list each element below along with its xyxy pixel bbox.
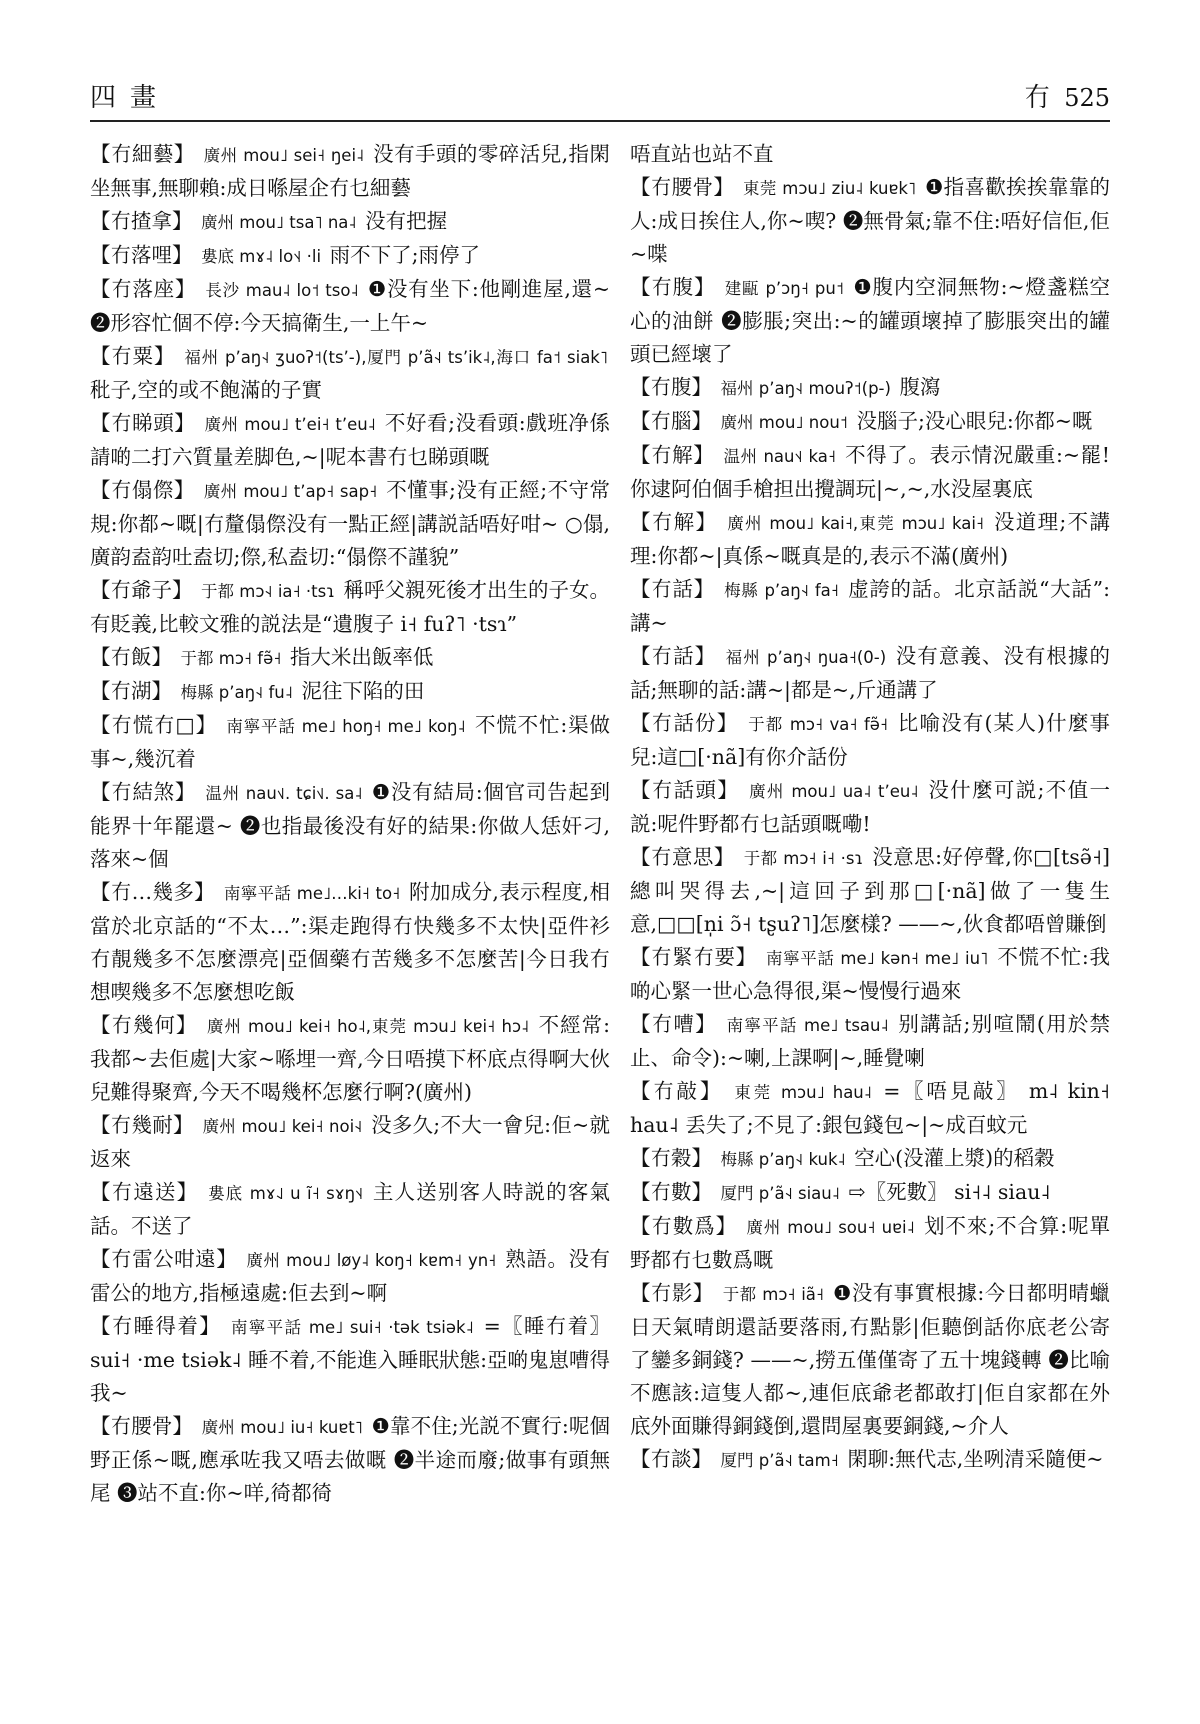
entry-gloss: 不慌不忙:渠做事~,幾沉着 bbox=[90, 713, 610, 771]
entry-headword: 【冇…幾多】 bbox=[90, 880, 216, 904]
entry-headword: 【冇穀】 bbox=[630, 1146, 712, 1170]
entry-gloss: 没腦子;没心眼兒:你都~嘅 bbox=[856, 409, 1093, 433]
entry-gloss: 没有手頭的零碎活兒,指閑坐無事,無聊賴:成日喺屋企冇乜細藝 bbox=[90, 142, 610, 200]
entry-gloss: =〖唔見敲〗 m˨ kin˧ hau˨ 丢失了;不見了:銀包錢包~|~成百蚊元 bbox=[630, 1079, 1110, 1137]
entry-pronunciation: 梅縣 pʼaŋ˧˨ kuk˨ bbox=[720, 1150, 846, 1169]
entry-gloss: ⇨〖死數〗 si˧˨ siau˨ bbox=[848, 1180, 1051, 1204]
dictionary-entry bbox=[630, 405, 1110, 439]
entry-headword: 【冇幾何】 bbox=[90, 1013, 198, 1037]
entry-gloss: 没什麼可説;不值一説:呢件野都冇乜話頭嘅嘞! bbox=[630, 778, 1110, 836]
dictionary-entry bbox=[90, 239, 610, 273]
entry-gloss: 虚誇的話。北京話説“大話”:講~ bbox=[630, 577, 1110, 635]
dictionary-entry bbox=[90, 876, 610, 1009]
entry-gloss: 雨不下了;雨停了 bbox=[329, 243, 480, 267]
dictionary-entry bbox=[90, 709, 610, 776]
entry-pronunciation: 長沙 mau˨ lo˦ tso˨ bbox=[205, 281, 359, 300]
entry-gloss: 不得了。表示情況嚴重:~罷!你逮阿伯個手槍担出攪調玩|~,~,水没屋裏底 bbox=[630, 443, 1110, 501]
head-char: 冇 bbox=[1024, 83, 1051, 113]
entry-headword: 【冇話頭】 bbox=[630, 778, 740, 802]
entry-gloss: 稱呼父親死後才出生的子女。有貶義,比較文雅的説法是“遺腹子 i˧ fuʔ˥ ·tsɿ” bbox=[90, 578, 610, 636]
entry-gloss: 熟語。没有雷公的地方,指極遠處:佢去到~啊 bbox=[90, 1247, 610, 1305]
entry-headword: 【冇數爲】 bbox=[630, 1214, 737, 1238]
entry-headword: 【冇腰骨】 bbox=[90, 1414, 194, 1438]
entry-headword: 【冇慌冇□】 bbox=[90, 713, 217, 737]
dictionary-entry bbox=[90, 138, 610, 205]
dictionary-entry bbox=[90, 1310, 610, 1410]
dictionary-entry bbox=[90, 340, 610, 407]
dictionary-entry bbox=[630, 1277, 1110, 1443]
entry-headword: 【冇雷公咁遠】 bbox=[90, 1247, 238, 1271]
entry-pronunciation: 于都 mɔ˧ i˧ ·sɿ bbox=[743, 849, 864, 868]
entry-gloss: 閑聊:無代志,坐咧清采隨便~ bbox=[847, 1447, 1104, 1471]
entry-gloss: 腹瀉 bbox=[899, 375, 941, 399]
entry-headword: 【冇落哩】 bbox=[90, 243, 193, 267]
entry-pronunciation: 廣州 mou˩ kei˧ noi˧˨ bbox=[202, 1117, 363, 1136]
dictionary-entry bbox=[630, 1210, 1110, 1277]
entry-pronunciation: 梅縣 pʼaŋ˧˨ fu˨ bbox=[180, 683, 293, 702]
entry-pronunciation: 東莞 mɔu˩ ziu˨ kuɐk˥ bbox=[743, 179, 917, 198]
dictionary-entry bbox=[90, 641, 610, 675]
entry-gloss: 空心(没灌上漿)的稻穀 bbox=[854, 1146, 1055, 1170]
entry-pronunciation: 于都 mɔ˧˨ ia˧ ·tsɿ bbox=[201, 582, 335, 601]
entry-gloss: ❶靠不住;光説不實行:呢個野正係~嘅,應承咗我又唔去做嘅 ❷半途而廢;做事有頭無尾 ❸站不直:你~咩,徛都徛 bbox=[90, 1414, 610, 1505]
entry-pronunciation: 婁底 mɤ˨ lo˦˨ ·li bbox=[201, 247, 322, 266]
entry-pronunciation: 于都 mɔ˧ iã˧ bbox=[722, 1285, 825, 1304]
dictionary-entry bbox=[90, 776, 610, 876]
dictionary-entry bbox=[90, 1176, 610, 1243]
entry-headword: 【冇揸拿】 bbox=[90, 209, 193, 233]
entry-pronunciation: 于都 mɔ˧ va˧ fə̃˧ bbox=[748, 715, 889, 734]
entry-headword: 【冇影】 bbox=[630, 1281, 714, 1305]
entry-headword: 【冇結煞】 bbox=[90, 780, 197, 804]
entry-pronunciation: 厦門 pʼã˧˨ siau˨ bbox=[720, 1184, 840, 1203]
entry-gloss: 没道理;不講理:你都~|真係~嘅真是的,表示不滿(廣州) bbox=[630, 510, 1110, 568]
entry-headword: 【冇腹】 bbox=[630, 375, 712, 399]
entry-gloss: 秕子,空的或不飽滿的子實 bbox=[90, 378, 323, 402]
entry-headword: 【冇腦】 bbox=[630, 409, 712, 433]
entry-headword: 【冇嘈】 bbox=[630, 1012, 717, 1036]
dictionary-entry bbox=[90, 205, 610, 239]
entry-gloss: 不好看;没看頭:戲班净係請啲二打六質量差脚色,~|呢本書冇乜睇頭嘅 bbox=[90, 411, 610, 469]
left-column bbox=[90, 138, 610, 1698]
entry-headword: 【冇談】 bbox=[630, 1447, 712, 1471]
dictionary-entry bbox=[630, 1176, 1110, 1210]
entry-gloss: ❶没有坐下:他剛進屋,還~ ❷形容忙個不停:今天搞衛生,一上午~ bbox=[90, 277, 610, 335]
entry-headword: 【冇話份】 bbox=[630, 711, 739, 735]
entry-pronunciation: 廣州 mou˩ tʼap˧ sap˧ bbox=[203, 482, 378, 501]
entry-pronunciation: 東莞 mɔu˩ hau˨ bbox=[734, 1083, 872, 1102]
entry-gloss: 别講話;别喧鬧(用於禁止、命令):~喇,上課啊|~,睡覺喇 bbox=[630, 1012, 1110, 1070]
entry-gloss: 没多久;不大一會兒:佢~就返來 bbox=[90, 1113, 610, 1171]
section-label: 四畫 bbox=[90, 83, 171, 113]
entry-pronunciation: 温州 nau˦˩. tɕi˦˩. sa˨ bbox=[205, 784, 363, 803]
entry-headword: 【冇腰骨】 bbox=[630, 175, 735, 199]
entry-pronunciation: 廣州 mou˩ sou˧ uɐi˨ bbox=[746, 1218, 915, 1237]
entry-pronunciation: 廣州 mou˩ kai˧,東莞 mɔu˩ kai˧ bbox=[727, 514, 985, 533]
entry-gloss: 没意思:好停聲,你□[tsə̃˧]總叫哭得去,~|這回子到那□[·nã]做了一隻生意,□□[n̩i ɔ̃˧ tʂuʔ˥]怎麼樣? ——~,伙食都唔曾賺倒 bbox=[630, 845, 1110, 936]
entry-headword: 【冇話】 bbox=[630, 644, 717, 668]
entry-pronunciation: 廣州 mou˩ sei˧ ŋei˨ bbox=[203, 146, 365, 165]
entry-pronunciation: 婁底 mɤ˨˩ u ĩ˧ sɤŋ˦˨ bbox=[208, 1184, 364, 1203]
dictionary-entry bbox=[630, 640, 1110, 707]
entry-gloss: 指大米出飯率低 bbox=[289, 645, 434, 669]
page-header bbox=[90, 80, 1110, 122]
entry-pronunciation: 南寧平話 me˩ sui˧ ·tək tsiək˨ bbox=[230, 1318, 474, 1337]
entry-headword: 【冇數】 bbox=[630, 1180, 712, 1204]
dictionary-entry bbox=[90, 675, 610, 709]
entry-headword: 【冇敲】 bbox=[630, 1079, 724, 1103]
entry-pronunciation: 廣州 mou˩ tsa˥ na˨ bbox=[201, 213, 357, 232]
entry-pronunciation: 于都 mɔ˧ fə̃˧ bbox=[180, 649, 282, 668]
dictionary-entry bbox=[630, 1008, 1110, 1075]
entry-gloss: 没有把握 bbox=[365, 209, 448, 233]
dictionary-entry bbox=[90, 574, 610, 641]
dictionary-entry bbox=[630, 941, 1110, 1008]
dictionary-entry bbox=[630, 707, 1110, 774]
entry-pronunciation: 廣州 mou˩ tʼei˧ tʼeu˨ bbox=[204, 415, 376, 434]
entry-headword: 【冇意思】 bbox=[630, 845, 735, 869]
entry-gloss: 不懂事;没有正經;不守常規:你都~嘅|冇釐傝傺没有一點正經|講説話唔好咁~ ○傝,廣韵盍韵吐盍切;傺,私盍切:“傝傺不謹貌” bbox=[90, 478, 610, 569]
entry-gloss: 比喻没有(某人)什麼事兒:這□[·nã]有你介話份 bbox=[630, 711, 1110, 769]
entry-gloss: ❶没有結局:個官司告起到能界十年罷還~ ❷也指最後没有好的結果:你做人恁奸刁,落來~個 bbox=[90, 780, 610, 871]
page-number: 525 bbox=[1064, 84, 1110, 112]
entry-pronunciation: 廣州 mou˩ løy˨ koŋ˧ kɐm˧ yn˧ bbox=[246, 1251, 497, 1270]
dictionary-entry bbox=[630, 271, 1110, 371]
running-head bbox=[1024, 77, 1110, 114]
entry-pronunciation: 廣州 mou˩ ua˨ tʼeu˨ bbox=[749, 782, 919, 801]
entry-pronunciation: 南寧平話 me˩ kən˧ me˩ iu˥ bbox=[765, 949, 989, 968]
entry-pronunciation: 廣州 mou˩ nou˦ bbox=[720, 413, 848, 432]
right-column bbox=[630, 138, 1110, 1698]
entry-pronunciation: 廣州 mou˩ kei˧ ho˨,東莞 mɔu˩ kɐi˧ hɔ˨ bbox=[206, 1017, 530, 1036]
entry-pronunciation: 厦門 pʼã˧˨ tam˧ bbox=[720, 1451, 839, 1470]
entry-gloss: 泥往下陷的田 bbox=[301, 679, 425, 703]
entry-headword: 【冇話】 bbox=[630, 577, 715, 601]
entry-pronunciation: 南寧平話 me˩ hoŋ˧ me˩ koŋ˨ bbox=[226, 717, 466, 736]
entry-headword: 【冇落座】 bbox=[90, 277, 197, 301]
entry-pronunciation: 福州 pʼaŋ˧˨ mouʔ˦(p-) bbox=[720, 379, 891, 398]
entry-gloss: ❶腹内空洞無物:~燈盞糕空心的油餅 ❷膨脹;突出:~的罐頭壞掉了膨脹突出的罐頭已經壞了 bbox=[630, 275, 1110, 366]
dictionary-entry bbox=[90, 1009, 610, 1109]
entry-pronunciation: 南寧平話 me˩ tsau˨ bbox=[726, 1016, 889, 1035]
dictionary-entry bbox=[630, 774, 1110, 841]
dictionary-entry bbox=[90, 273, 610, 340]
entry-gloss: 没有意義、没有根據的話;無聊的話:講~|都是~,斤通講了 bbox=[630, 644, 1110, 702]
dictionary-entry bbox=[630, 573, 1110, 640]
entry-headword: 【冇湖】 bbox=[90, 679, 172, 703]
entry-gloss: ❶没有事實根據:今日都明晴蠟日天氣晴朗還話要落雨,冇點影|佢聽倒話你底老公寄了鑾多銅錢? ——~,撈五僅僅寄了五十塊錢轉 ❷比喻不應該:這隻人都~,連佢底爺老都敢打|佢自家都在外底外面賺得銅錢倒,還問屋裏要銅錢,~介人 bbox=[630, 1281, 1110, 1438]
entry-headword: 【冇解】 bbox=[630, 443, 715, 467]
entry-gloss: 划不來;不合算:呢單野都冇乜數爲嘅 bbox=[630, 1214, 1110, 1272]
entry-headword: 【冇解】 bbox=[630, 510, 718, 534]
dictionary-entry bbox=[630, 371, 1110, 405]
dictionary-entry bbox=[630, 506, 1110, 573]
entry-gloss: 不經常:我都~去佢處|大家~喺埋一齊,今日唔摸下杯底点得啊大伙兒難得聚齊,今天不喝幾杯怎麼行啊?(廣州) bbox=[90, 1013, 610, 1104]
entry-headword: 【冇傝傺】 bbox=[90, 478, 195, 502]
entry-headword: 【冇粟】 bbox=[90, 344, 176, 368]
entry-gloss: ❶指喜歡挨挨靠靠的人:成日挨住人,你~喫? ❷無骨氣;靠不住:唔好信佢,佢~喋 bbox=[630, 175, 1110, 266]
dictionary-entry bbox=[630, 171, 1110, 271]
entry-gloss: 主人送别客人時説的客氣話。不送了 bbox=[90, 1180, 610, 1238]
dictionary-entry bbox=[630, 1443, 1110, 1477]
entry-pronunciation: 廣州 mou˩ iu˧ kuɐt˥ bbox=[201, 1418, 363, 1437]
entry-pronunciation: 建甌 pʼɔŋ˧ pu˦ bbox=[724, 279, 844, 298]
entry-headword: 【冇睡得着】 bbox=[90, 1314, 222, 1338]
dictionary-entry bbox=[90, 1410, 610, 1510]
entry-gloss: 不慌不忙:我啲心緊一世心急得很,渠~慢慢行過來 bbox=[630, 945, 1110, 1003]
dictionary-entry bbox=[630, 1142, 1110, 1176]
dictionary-entry bbox=[90, 407, 610, 474]
dictionary-entry bbox=[90, 1243, 610, 1310]
dictionary-entry bbox=[90, 474, 610, 574]
entry-headword: 【冇飯】 bbox=[90, 645, 172, 669]
entry-headword: 【冇腹】 bbox=[630, 275, 716, 299]
entry-pronunciation: 梅縣 pʼaŋ˧˨ fa˧ bbox=[724, 581, 839, 600]
dictionary-entry bbox=[630, 138, 1110, 171]
dictionary-entry bbox=[630, 841, 1110, 941]
entry-headword: 【冇遠送】 bbox=[90, 1180, 199, 1204]
entry-gloss: 附加成分,表示程度,相當於北京話的“不太…”:渠走跑得冇快幾多不太快|亞件衫冇靚幾多不怎麼漂亮|亞個藥冇苦幾多不怎麼苦|今日我冇想喫幾多不怎麼想吃飯 bbox=[90, 880, 610, 1004]
entry-headword: 【冇幾耐】 bbox=[90, 1113, 194, 1137]
entry-headword: 【冇睇頭】 bbox=[90, 411, 196, 435]
entry-pronunciation: 南寧平話 me˩…ki˧ to˧ bbox=[223, 884, 401, 903]
dictionary-entry bbox=[630, 1075, 1110, 1142]
entry-gloss: =〖睡冇着〗 sui˧ ·me tsiək˨ 睡不着,不能進入睡眠狀態:亞啲鬼崽嘈得我~ bbox=[90, 1314, 610, 1405]
entry-headword: 【冇緊冇要】 bbox=[630, 945, 757, 969]
dictionary-entry bbox=[90, 1109, 610, 1176]
entry-pronunciation: 福州 pʼaŋ˧˨ ŋua˧(0-) bbox=[725, 648, 887, 667]
entry-gloss: 唔直站也站不直 bbox=[630, 142, 774, 166]
entry-pronunciation: 温州 nau˦˨ ka˧ bbox=[723, 447, 836, 466]
entry-headword: 【冇細藝】 bbox=[90, 142, 195, 166]
entry-pronunciation: 福州 pʼaŋ˧˨ ʒuoʔ˦(tsʼ-),厦門 pʼã˧˨ tsʼik˨,海口 fa˦ siak˥ bbox=[184, 348, 608, 367]
entry-headword: 【冇爺子】 bbox=[90, 578, 193, 602]
dictionary-entry bbox=[630, 439, 1110, 506]
